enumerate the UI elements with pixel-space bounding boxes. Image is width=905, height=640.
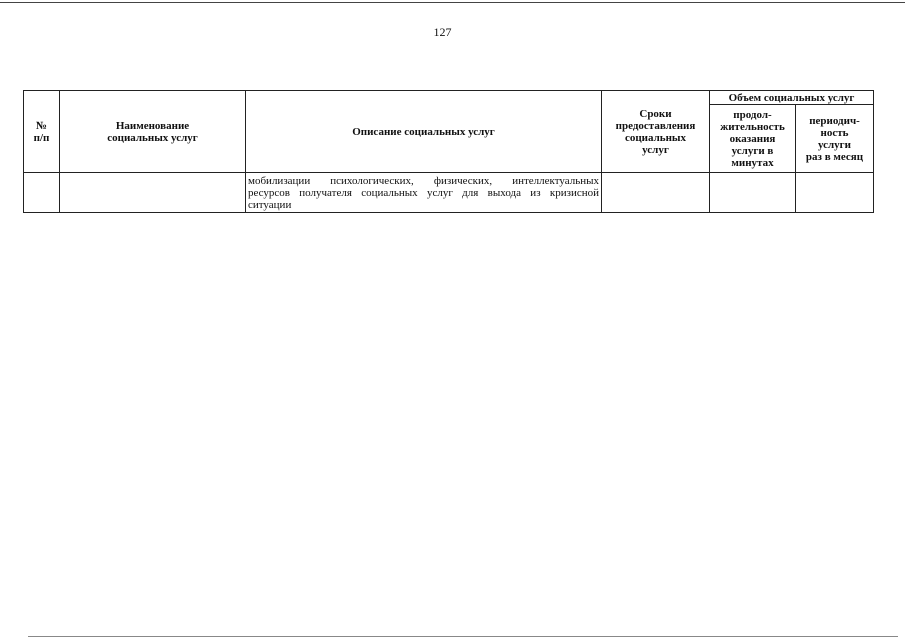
bottom-scan-edge (28, 636, 898, 637)
table-row (24, 173, 874, 213)
cell-duration (710, 173, 796, 213)
cell-service-description (246, 173, 602, 213)
cell-num (24, 173, 60, 213)
description-line: ресурсов получателя социальных услуг для выхода из кризисной (248, 186, 599, 199)
cell-frequency (796, 173, 874, 213)
header-service-terms: Сроки предоставления социальных услуг (602, 91, 710, 173)
header-row-top (24, 91, 874, 105)
description-line: мобилизации психологических, физических, интеллектуальных (248, 174, 599, 187)
top-scan-edge (0, 2, 905, 3)
header-service-description: Описание социальных услуг (246, 91, 602, 173)
header-duration: продол- жительность оказания услуги в минутах (710, 105, 796, 173)
cell-service-terms (602, 173, 710, 213)
header-frequency: периодич- ность услуги раз в месяц (796, 105, 874, 173)
header-service-volume: Объем социальных услуг (710, 91, 874, 105)
social-services-table (23, 90, 874, 213)
cell-service-name (60, 173, 246, 213)
header-num: № п/п (24, 91, 60, 173)
header-service-name: Наименование социальных услуг (60, 91, 246, 173)
description-line: ситуации (248, 198, 292, 211)
page-number: 127 (433, 25, 452, 39)
